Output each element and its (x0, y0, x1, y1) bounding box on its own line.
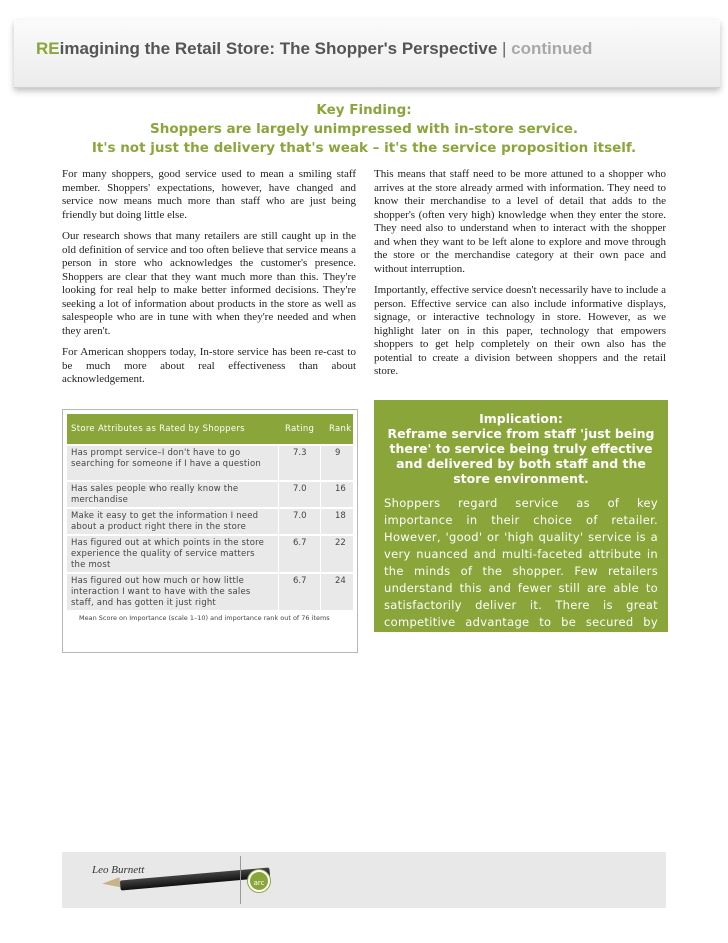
left-paragraph-3: For American shoppers today, In-store service has been re-cast to be much more about real effectiveness than about acknowledgement. (62, 346, 356, 385)
implication-body: Shoppers regard service as of key importance in their choice of retailer. However, 'good' or 'high quality' service is a very nuanced and multi-faceted attribute in the minds of the shopper. Few retailers understand this and fewer still are able to satisfactorily deliver it. There is great competitive advantage to be secured by those who do. (384, 496, 658, 646)
table-row (67, 507, 353, 534)
row-rating: 7.0 (293, 484, 307, 494)
table-header (67, 414, 353, 444)
table-row (67, 480, 353, 507)
left-column (62, 168, 356, 395)
row-rank: 18 (335, 511, 346, 521)
row-attribute: Make it easy to get the information I need about a product right there in the store (71, 511, 259, 532)
header-banner (14, 20, 720, 88)
row-attribute: Has sales people who really know the merchandise (71, 484, 239, 505)
title-separator: | (502, 39, 507, 58)
right-paragraph-1: This means that staff need to be more attuned to a shopper who arrives at the store already armed with information. They need to know their merchandise to a level of detail that adds to the shopper's (often very high) knowledge when they enter the store. They need also to understand when to interact with the shopper and when they want to be left alone to explore and move through the store or the merchandise category at their own pace and without interruption. (374, 168, 666, 275)
header-attribute: Store Attributes as Rated by Shoppers (71, 424, 245, 434)
title-continued: continued (511, 39, 593, 58)
table-footnote: Mean Score on Importance (scale 1–10) and importance rank out of 76 items (79, 614, 330, 622)
store-attributes-table (62, 409, 358, 653)
key-finding-subheadline: It's not just the delivery that's weak – it's the service proposition itself. (91, 140, 637, 156)
pencil-tip-icon (102, 877, 121, 889)
document-title (36, 39, 592, 59)
row-rank: 16 (335, 484, 346, 494)
row-rank: 22 (335, 538, 346, 548)
signature-logo: Leo Burnett (92, 864, 145, 876)
key-finding-headline: Shoppers are largely unimpressed with in-store service. (150, 121, 578, 137)
right-column (374, 168, 666, 387)
header-rating: Rating (285, 424, 315, 434)
arc-logo: arc (248, 870, 270, 892)
title-rest: imagining the Retail Store: The Shopper's Perspective (59, 39, 498, 58)
implication-title: Implication: (479, 411, 563, 426)
right-paragraph-2: Importantly, effective service doesn't necessarily have to include a person. Effective service can also include informative displays, signage, or interactive technology in store. However, as we highlight later on in this paper, technology that empowers shoppers to get help completely on their own also has the potential to create a division between shoppers and the retail store. (374, 284, 666, 377)
footer-divider (240, 856, 241, 904)
row-attribute: Has prompt service–I don't have to go searching for someone if I have a question (71, 448, 261, 469)
implication-box (374, 400, 668, 646)
table-row (67, 572, 353, 610)
row-attribute: Has figured out at which points in the store experience the quality of service matters the most (71, 538, 265, 570)
table-row (67, 534, 353, 572)
row-rating: 6.7 (293, 538, 307, 548)
footer-bar (62, 852, 666, 908)
row-attribute: Has figured out how much or how little interaction I want to have with the sales staff, and has gotten it just right (71, 576, 251, 608)
left-paragraph-2: Our research shows that many retailers are still caught up in the old definition of service and too often believe that service means a person in store who acknowledges the customer's presence. Shoppers are clear that they want much more than this. They're looking for real help to make better informed decisions. They're seeking a lot of information about products in the store as well as salespeople who are in tune with when they're needed and when they aren't. (62, 230, 356, 337)
row-rating: 6.7 (293, 576, 307, 586)
header-rank: Rank (329, 424, 352, 434)
left-paragraph-1: For many shoppers, good service used to mean a smiling staff member. Shoppers' expectations, however, have changed and service now means much more than staff who are just being friendly but doing little else. (62, 168, 356, 221)
title-re: RE (36, 39, 60, 58)
implication-headline: Reframe service from staff 'just being there' to service being truly effective and delivered by both staff and the store environment. (387, 426, 655, 486)
key-finding-label: Key Finding: (316, 102, 412, 118)
row-rating: 7.0 (293, 511, 307, 521)
table-row (67, 444, 353, 480)
row-rank: 9 (335, 448, 341, 458)
row-rank: 24 (335, 576, 346, 586)
row-rating: 7.3 (293, 448, 307, 458)
